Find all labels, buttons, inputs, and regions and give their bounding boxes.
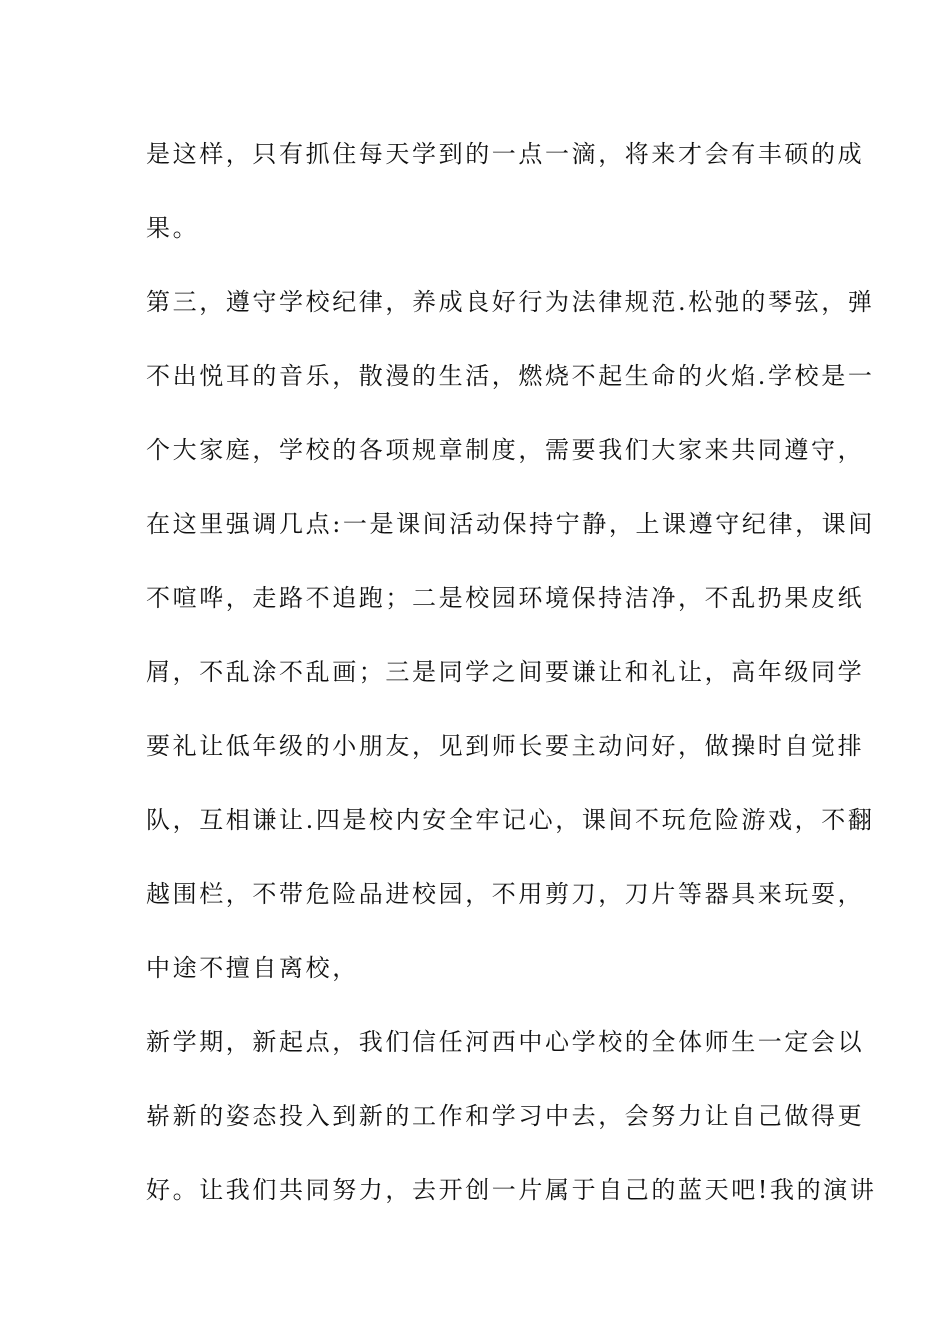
text-line: 不出悦耳的音乐，散漫的生活，燃烧不起生命的火焰.学校是一 [146, 362, 875, 390]
text-line: 不喧哗，走路不追跑；二是校园环境保持洁净，不乱扔果皮纸 [146, 584, 865, 612]
document-body [146, 134, 877, 1244]
text-line: 个大家庭，学校的各项规章制度，需要我们大家来共同遵守， [146, 436, 865, 464]
text-line: 在这里强调几点:一是课间活动保持宁静，上课遵守纪律，课间 [146, 510, 875, 538]
text-line: 第三，遵守学校纪律，养成良好行为法律规范.松弛的琴弦，弹 [146, 288, 875, 316]
text-line: 新学期，新起点，我们信任河西中心学校的全体师生一定会以 [146, 1028, 865, 1056]
text-line: 中途不擅自离校， [146, 954, 359, 982]
text-line: 好。让我们共同努力，去开创一片属于自己的蓝天吧!我的演讲 [146, 1176, 877, 1204]
text-line: 队，互相谦让.四是校内安全牢记心，课间不玩危险游戏，不翻 [146, 806, 875, 834]
text-line: 要礼让低年级的小朋友，见到师长要主动问好，做操时自觉排 [146, 732, 865, 760]
text-line: 越围栏，不带危险品进校园，不用剪刀，刀片等器具来玩耍， [146, 880, 865, 908]
text-line: 果。 [146, 214, 200, 242]
text-line: 是这样，只有抓住每天学到的一点一滴，将来才会有丰硕的成 [146, 140, 865, 168]
text-line: 崭新的姿态投入到新的工作和学习中去，会努力让自己做得更 [146, 1102, 865, 1130]
text-line: 屑，不乱涂不乱画；三是同学之间要谦让和礼让，高年级同学 [146, 658, 865, 686]
